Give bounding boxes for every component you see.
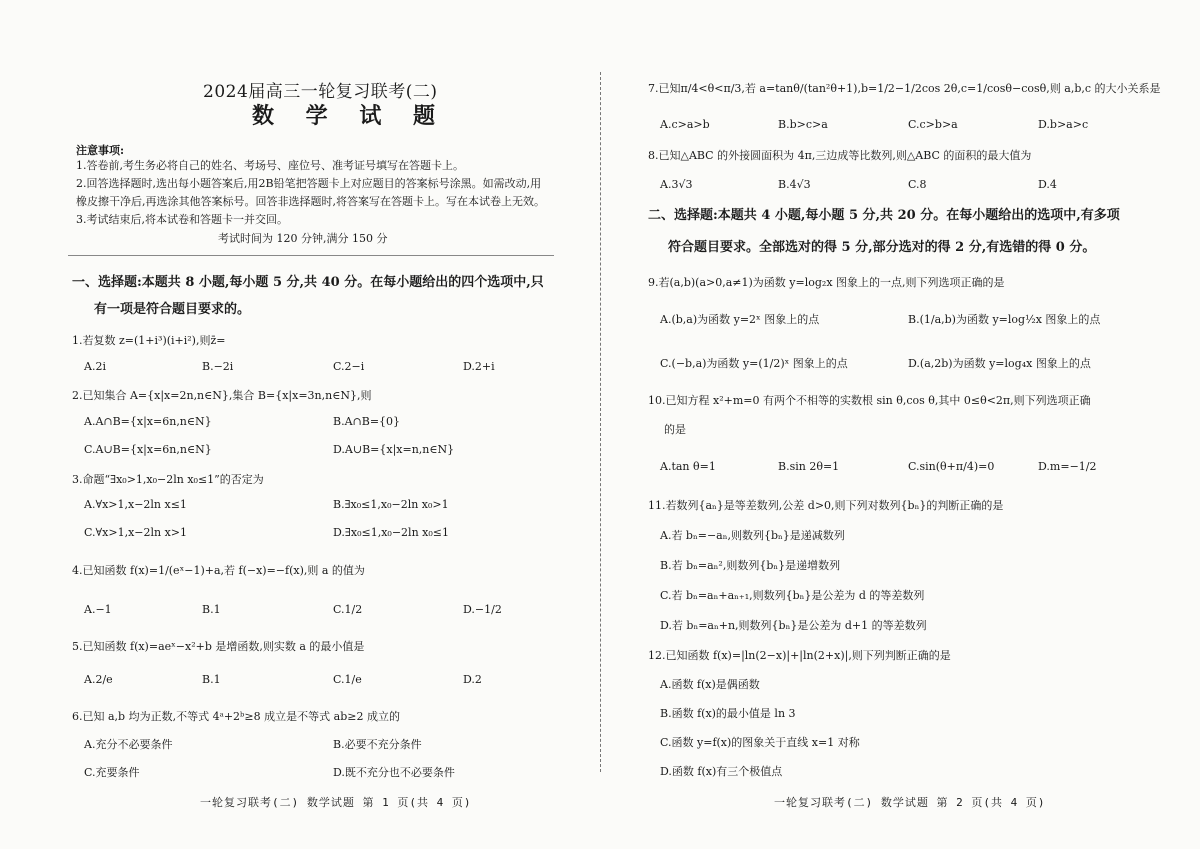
option: D.4	[1038, 178, 1057, 191]
question-stem-cont: 的是	[664, 423, 686, 436]
option: B.必要不充分条件	[333, 738, 422, 751]
option: A.A∩B={x|x=6n,n∈N}	[84, 415, 212, 428]
option: C.(−b,a)为函数 y=(1/2)ˣ 图象上的点	[660, 357, 848, 370]
question-stem: 6.已知 a,b 均为正数,不等式 4ᵃ+2ᵇ≥8 成立是不等式 ab≥2 成立的	[72, 710, 400, 723]
option: D.既不充分也不必要条件	[333, 766, 455, 779]
option: D.2+i	[463, 360, 495, 373]
option: C.sin(θ+π/4)=0	[908, 460, 995, 473]
option: D.若 bₙ=aₙ+n,则数列{bₙ}是公差为 d+1 的等差数列	[660, 619, 927, 632]
question-stem: 4.已知函数 f(x)=1/(eˣ−1)+a,若 f(−x)=−f(x),则 a 的值为	[72, 564, 365, 577]
option: D.A∪B={x|x=n,n∈N}	[333, 443, 455, 456]
option: A.tan θ=1	[660, 460, 716, 473]
question-stem: 9.若(a,b)(a>0,a≠1)为函数 y=log₂x 图象上的一点,则下列选项正确的是	[648, 276, 1005, 289]
option: C.8	[908, 178, 927, 191]
notice-item: 橡皮擦干净后,再选涂其他答案标号。回答非选择题时,将答案写在答题卡上。写在本试卷上无效。	[76, 195, 545, 208]
left-page	[68, 0, 556, 849]
notice-item: 1.答卷前,考生务必将自己的姓名、考场号、座位号、准考证号填写在答题卡上。	[76, 159, 464, 172]
option: B.4√3	[778, 178, 811, 191]
section-1-heading: 一、选择题:本题共 8 小题,每小题 5 分,共 40 分。在每小题给出的四个选项中,只	[72, 275, 544, 290]
exam-subtitle: 数 学 试 题	[252, 103, 447, 129]
option: B.1	[202, 603, 221, 616]
option: D.−1/2	[463, 603, 502, 616]
option: A.充分不必要条件	[84, 738, 173, 751]
option: D.2	[463, 673, 482, 686]
option: A.函数 f(x)是偶函数	[660, 678, 760, 691]
exam-title: 2024届高三一轮复习联考(二)	[203, 82, 438, 102]
option: A.若 bₙ=−aₙ,则数列{bₙ}是递减数列	[660, 529, 845, 542]
option: C.c>b>a	[908, 118, 958, 131]
question-stem: 3.命题“∃x₀>1,x₀−2ln x₀≤1”的否定为	[72, 473, 264, 486]
option: B.(1/a,b)为函数 y=log½x 图象上的点	[908, 313, 1101, 326]
page-footer: 一轮复习联考(二) 数学试题 第 2 页(共 4 页)	[774, 796, 1046, 809]
option: C.1/2	[333, 603, 363, 616]
notice-item: 3.考试结束后,将本试卷和答题卡一并交回。	[76, 213, 288, 226]
option: D.∃x₀≤1,x₀−2ln x₀≤1	[333, 526, 449, 539]
section-2-heading-cont: 符合题目要求。全部选对的得 5 分,部分选对的得 2 分,有选错的得 0 分。	[668, 240, 1096, 255]
option: A.2/e	[84, 673, 113, 686]
option: A.∀x>1,x−2ln x≤1	[84, 498, 187, 511]
question-stem: 7.已知π/4<θ<π/3,若 a=tanθ/(tan²θ+1),b=1/2−1/2cos 2θ,c=1/cosθ−cosθ,则 a,b,c 的大小关系是	[648, 82, 1161, 95]
question-stem: 11.若数列{aₙ}是等差数列,公差 d>0,则下列对数列{bₙ}的判断正确的是	[648, 499, 1004, 512]
column-divider	[600, 72, 601, 772]
question-stem: 5.已知函数 f(x)=aeˣ−x²+b 是增函数,则实数 a 的最小值是	[72, 640, 365, 653]
section-1-heading-cont: 有一项是符合题目要求的。	[94, 302, 251, 317]
option: B.sin 2θ=1	[778, 460, 840, 473]
option: B.A∩B={0}	[333, 415, 401, 428]
question-stem: 8.已知△ABC 的外接圆面积为 4π,三边成等比数列,则△ABC 的面积的最大值为	[648, 149, 1032, 162]
exam-time-score: 考试时间为 120 分钟,满分 150 分	[218, 232, 388, 245]
option: B.−2i	[202, 360, 234, 373]
option: A.3√3	[660, 178, 693, 191]
option: B.若 bₙ=aₙ²,则数列{bₙ}是递增数列	[660, 559, 841, 572]
header-rule	[68, 255, 554, 256]
section-2-heading: 二、选择题:本题共 4 小题,每小题 5 分,共 20 分。在每小题给出的选项中,有多项	[648, 208, 1120, 223]
question-stem: 10.已知方程 x²+m=0 有两个不相等的实数根 sin θ,cos θ,其中 0≤θ<2π,则下列选项正确	[648, 394, 1091, 407]
option: C.∀x>1,x−2ln x>1	[84, 526, 188, 539]
question-stem: 2.已知集合 A={x|x=2n,n∈N},集合 B={x|x=3n,n∈N},则	[72, 389, 372, 402]
option: B.∃x₀≤1,x₀−2ln x₀>1	[333, 498, 449, 511]
option: C.1/e	[333, 673, 362, 686]
page-footer: 一轮复习联考(二) 数学试题 第 1 页(共 4 页)	[200, 796, 472, 809]
option: C.函数 y=f(x)的图象关于直线 x=1 对称	[660, 736, 860, 749]
option: B.函数 f(x)的最小值是 ln 3	[660, 707, 796, 720]
option: D.函数 f(x)有三个极值点	[660, 765, 783, 778]
option: D.b>a>c	[1038, 118, 1089, 131]
question-stem: 12.已知函数 f(x)=|ln(2−x)|+|ln(2+x)|,则下列判断正确的是	[648, 649, 951, 662]
option: B.b>c>a	[778, 118, 828, 131]
option: A.2i	[84, 360, 106, 373]
question-stem: 1.若复数 z=(1+i³)(i+i²),则z̄=	[72, 334, 226, 347]
option: C.A∪B={x|x=6n,n∈N}	[84, 443, 212, 456]
option: C.若 bₙ=aₙ+aₙ₊₁,则数列{bₙ}是公差为 d 的等差数列	[660, 589, 925, 602]
option: B.1	[202, 673, 221, 686]
notice-item: 2.回答选择题时,选出每小题答案后,用2B铅笔把答题卡上对应题目的答案标号涂黑。如需改动,用	[76, 177, 542, 190]
option: C.充要条件	[84, 766, 140, 779]
option: D.m=−1/2	[1038, 460, 1097, 473]
option: D.(a,2b)为函数 y=log₄x 图象上的点	[908, 357, 1091, 370]
option: C.2−i	[333, 360, 365, 373]
option: A.−1	[84, 603, 112, 616]
option: A.c>a>b	[660, 118, 710, 131]
right-page	[648, 0, 1161, 849]
option: A.(b,a)为函数 y=2ˣ 图象上的点	[660, 313, 820, 326]
notice-heading: 注意事项:	[76, 144, 125, 157]
